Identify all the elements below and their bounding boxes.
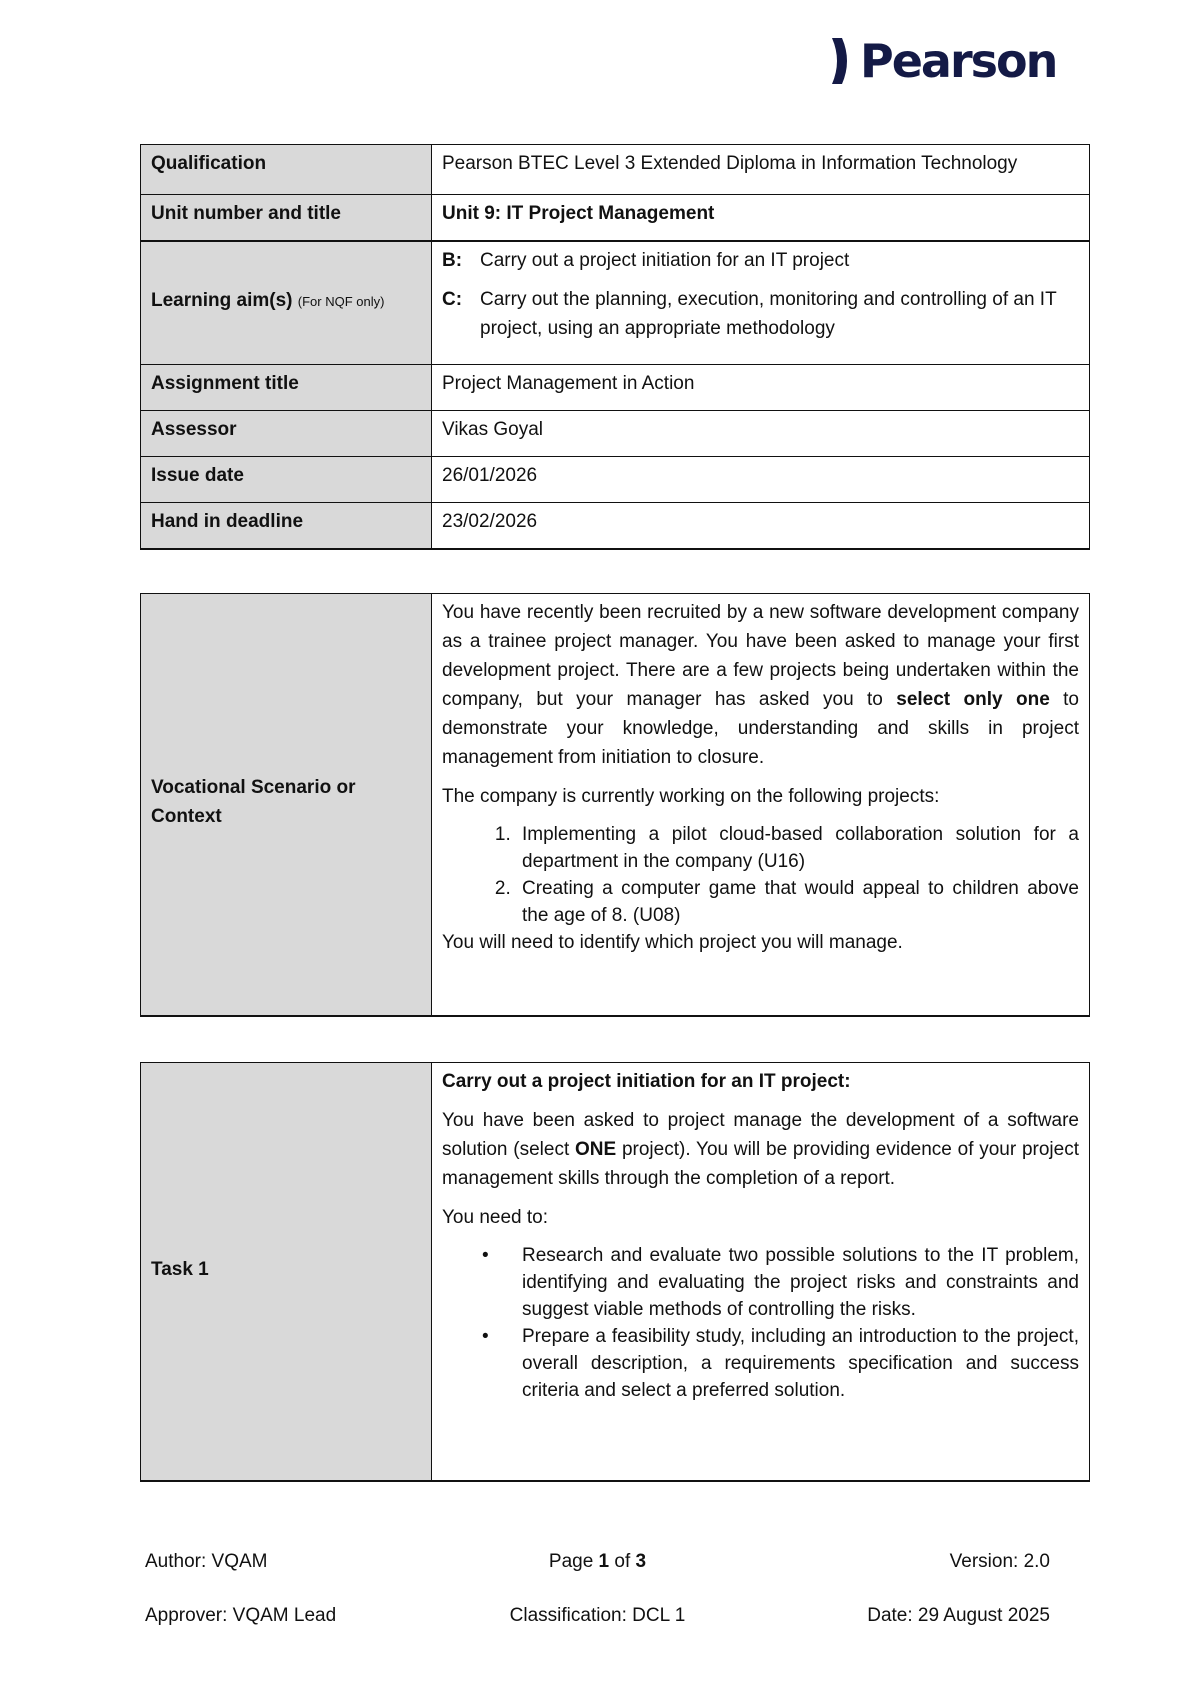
scenario-row (141, 594, 1090, 1016)
page-total: 3 (635, 1551, 647, 1572)
footer-date (750, 1605, 1050, 1627)
learning-aims-note: (For NQF only) (297, 293, 385, 309)
scenario-content (432, 594, 1090, 1016)
pearson-logo (830, 36, 1056, 86)
task1-heading: Carry out a project initiation for an IT project: (442, 1071, 851, 1092)
qualification-label: Qualification (141, 145, 432, 195)
footer (145, 1551, 1050, 1627)
scenario-emphasis: select only one (896, 689, 1050, 710)
learning-aims-row (141, 241, 1090, 365)
assessor-value: Vikas Goyal (432, 411, 1090, 457)
assignment-info-table (140, 144, 1090, 550)
page-current: 1 (598, 1551, 610, 1572)
footer-date-value: 29 August 2025 (912, 1605, 1050, 1626)
task1-content (432, 1063, 1090, 1481)
task1-emphasis: ONE (575, 1139, 617, 1160)
deadline-value: 23/02/2026 (432, 503, 1090, 549)
deadline-label: Hand in deadline (141, 503, 432, 549)
project-list (442, 821, 1079, 929)
scenario-label: Vocational Scenario or Context (141, 594, 432, 1016)
scenario-paragraph: You will need to identify which project you will manage. (442, 932, 903, 953)
task1-text: project). You will be providing evidence of your project management skills through the completion of a report. (442, 1139, 1079, 1189)
assignment-title-value: Project Management in Action (432, 365, 1090, 411)
list-item: 2. Creating a computer game that would appeal to children above the age of 8. (U08) (516, 875, 1079, 929)
scenario-paragraph: The company is currently working on the following projects: (442, 786, 940, 807)
scenario-paragraph (442, 598, 1079, 772)
task1-label: Task 1 (141, 1063, 432, 1481)
aim-item (442, 285, 1079, 343)
learning-aims-label-text: Learning aim(s) (151, 289, 293, 311)
unit-value: Unit 9: IT Project Management (432, 195, 1090, 241)
assessor-row (141, 411, 1090, 457)
learning-aims-label (141, 241, 432, 365)
footer-version: Version: 2.0 (949, 1551, 1050, 1572)
qualification-value: Pearson BTEC Level 3 Extended Diploma in Information Technology (432, 145, 1090, 195)
page-of: of (609, 1551, 636, 1572)
assignment-title-row (141, 365, 1090, 411)
list-item: • Research and evaluate two possible solutions to the IT problem, identifying and evaluating the project risks and constraints and suggest viable methods of controlling the risks. (516, 1242, 1079, 1323)
pearson-mark-icon (830, 36, 858, 86)
scenario-table (140, 593, 1090, 1017)
aim-text: Carry out the planning, execution, monitoring and controlling of an IT project, using an appropriate methodology (480, 288, 1057, 339)
issue-date-value: 26/01/2026 (432, 457, 1090, 503)
footer-row (145, 1551, 1050, 1573)
footer-author: Author: VQAM (145, 1551, 268, 1572)
footer-date-label: Date: (867, 1605, 913, 1626)
assignment-title-label: Assignment title (141, 365, 432, 411)
list-item: 1. Implementing a pilot cloud-based collaboration solution for a department in the company (U16) (516, 821, 1079, 875)
scenario-text: You have recently been recruited by a new software development company as a trainee project manager. You have been asked to manage your first development project. There are a few projects being undertaken within the company, but your manager has asked you to (442, 602, 1079, 710)
assessor-label: Assessor (141, 411, 432, 457)
task1-bullet-list (442, 1242, 1079, 1404)
aim-text: Carry out a project initiation for an IT project (480, 249, 850, 271)
task1-row (141, 1063, 1090, 1481)
list-item: • Prepare a feasibility study, including an introduction to the project, overall description, a requirements specification and success criteria and select a preferred solution. (516, 1323, 1079, 1404)
task1-paragraph: You need to: (442, 1207, 549, 1228)
footer-classification: Classification: DCL 1 (509, 1605, 686, 1626)
footer-approver: Approver: VQAM Lead (145, 1605, 337, 1626)
unit-row (141, 195, 1090, 241)
learning-aims-value (432, 241, 1090, 365)
pearson-wordmark: Pearson (860, 34, 1057, 88)
page-prefix: Page (548, 1551, 599, 1572)
issue-date-label: Issue date (141, 457, 432, 503)
footer-page (448, 1551, 748, 1573)
issue-date-row (141, 457, 1090, 503)
aim-key: C: (442, 288, 463, 310)
aim-item (442, 246, 1079, 275)
qualification-row (141, 145, 1090, 195)
deadline-row (141, 503, 1090, 549)
task1-paragraph (442, 1106, 1079, 1193)
task1-table (140, 1062, 1090, 1482)
footer-row (145, 1605, 1050, 1627)
task1-text: You have been asked to project manage the development of a software solution (select (442, 1110, 1079, 1160)
scenario-text: to demonstrate your knowledge, understanding and skills in project management from initiation to closure. (442, 689, 1080, 768)
aim-key: B: (442, 249, 463, 271)
unit-label: Unit number and title (141, 195, 432, 241)
